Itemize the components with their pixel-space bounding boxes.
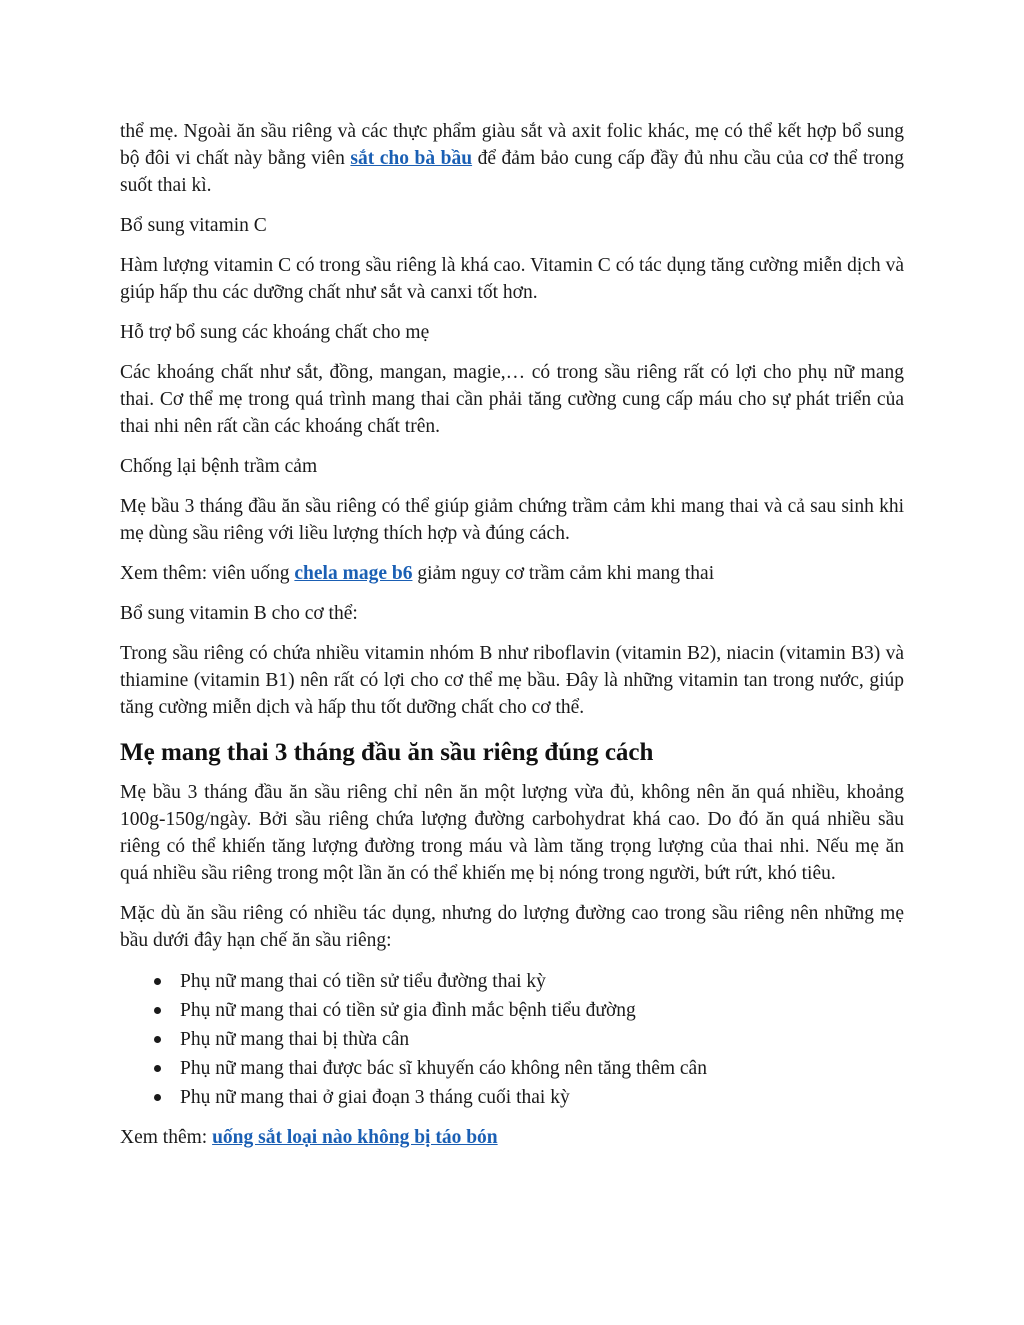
list-item-text: Phụ nữ mang thai có tiền sử tiểu đường thai kỳ bbox=[180, 971, 546, 992]
bullet-list bbox=[120, 967, 904, 1112]
link-chela-mage-b6[interactable]: chela mage b6 bbox=[294, 563, 413, 584]
subheading-vitamin-b: Bổ sung vitamin B cho cơ thể: bbox=[120, 603, 358, 624]
list-item-text: Phụ nữ mang thai ở giai đoạn 3 tháng cuối thai kỳ bbox=[180, 1087, 570, 1108]
subheading-vitamin-c: Bổ sung vitamin C bbox=[120, 215, 267, 236]
list-item bbox=[120, 1083, 904, 1112]
paragraph-limit: Mặc dù ăn sầu riêng có nhiều tác dụng, nhưng do lượng đường cao trong sầu riêng nên những mẹ bầu dưới đây hạn chế ăn sầu riêng: bbox=[120, 903, 904, 951]
bullet-icon bbox=[154, 1065, 161, 1072]
subheading-depression: Chống lại bệnh trầm cảm bbox=[120, 456, 318, 477]
subheading-minerals: Hỗ trợ bổ sung các khoáng chất cho mẹ bbox=[120, 322, 430, 343]
list-item bbox=[120, 1054, 904, 1083]
paragraph-vitamin-c: Hàm lượng vitamin C có trong sầu riêng là khá cao. Vitamin C có tác dụng tăng cường miễn dịch và giúp hấp thu các dưỡng chất như sắt và canxi tốt hơn. bbox=[120, 255, 904, 303]
see-also-chela-after: giảm nguy cơ trầm cảm khi mang thai bbox=[412, 563, 715, 584]
paragraph-depression: Mẹ bầu 3 tháng đầu ăn sầu riêng có thể giúp giảm chứng trầm cảm khi mang thai và cả sau sinh khi mẹ dùng sầu riêng với liều lượng thích hợp và đúng cách. bbox=[120, 496, 904, 544]
see-also-chela-before: Xem thêm: viên uống bbox=[120, 563, 295, 584]
list-item-text: Phụ nữ mang thai bị thừa cân bbox=[180, 1029, 410, 1050]
see-also-iron bbox=[120, 1124, 904, 1151]
intro-text-after: để đảm bảo cung cấp đầy đủ nhu cầu của cơ thể trong suốt thai kì. bbox=[120, 148, 905, 196]
bullet-icon bbox=[154, 1007, 161, 1014]
list-item-text: Phụ nữ mang thai có tiền sử gia đình mắc bệnh tiểu đường bbox=[180, 1000, 636, 1021]
section-heading: Mẹ mang thai 3 tháng đầu ăn sầu riêng đúng cách bbox=[120, 739, 654, 766]
see-also-chela bbox=[120, 560, 904, 587]
paragraph-minerals: Các khoáng chất như sắt, đồng, mangan, magie,… có trong sầu riêng rất có lợi cho phụ nữ mang thai. Cơ thể mẹ trong quá trình mang thai cần phải tăng cường cung cấp máu cho sự phát triển của thai nhi nên rất cần các khoáng chất trên. bbox=[120, 362, 904, 437]
document-page bbox=[120, 118, 904, 1164]
bullet-icon bbox=[154, 1094, 161, 1101]
bullet-icon bbox=[154, 1036, 161, 1043]
list-item bbox=[120, 996, 904, 1025]
link-uong-sat[interactable]: uống sắt loại nào không bị táo bón bbox=[212, 1127, 498, 1148]
bullet-icon bbox=[154, 978, 161, 985]
intro-text-before: thể mẹ. Ngoài ăn sầu riêng và các thực phẩm giàu sắt và axit folic khác, mẹ có thể kết hợp bổ sung bộ đôi vi chất này bằng viên bbox=[120, 121, 904, 169]
list-item bbox=[120, 967, 904, 996]
list-item-text: Phụ nữ mang thai được bác sĩ khuyến cáo không nên tăng thêm cân bbox=[180, 1058, 707, 1079]
paragraph-vitamin-b: Trong sầu riêng có chứa nhiều vitamin nhóm B như riboflavin (vitamin B2), niacin (vitamin B3) và thiamine (vitamin B1) nên rất có lợi cho cơ thể mẹ bầu. Đây là những vitamin tan trong nước, giúp tăng cường miễn dịch và hấp thu tốt dưỡng chất cho cơ thể. bbox=[120, 643, 904, 718]
see-also-iron-before: Xem thêm: bbox=[120, 1127, 213, 1148]
paragraph-amount: Mẹ bầu 3 tháng đầu ăn sầu riêng chỉ nên ăn một lượng vừa đủ, không nên ăn quá nhiều, khoảng 100g-150g/ngày. Bởi sầu riêng chứa lượng đường carbohydrat khá cao. Do đó ăn quá nhiều sầu riêng có thể khiến tăng lượng đường trong máu và làm tăng trọng lượng của thai nhi. Nếu mẹ ăn quá nhiều sầu riêng trong một lần ăn có thể khiến mẹ bị nóng trong người, bứt rứt, khó tiêu. bbox=[120, 782, 904, 884]
list-item bbox=[120, 1025, 904, 1054]
intro-paragraph bbox=[120, 118, 904, 199]
link-sat-cho-ba-bau[interactable]: sắt cho bà bầu bbox=[350, 148, 473, 169]
